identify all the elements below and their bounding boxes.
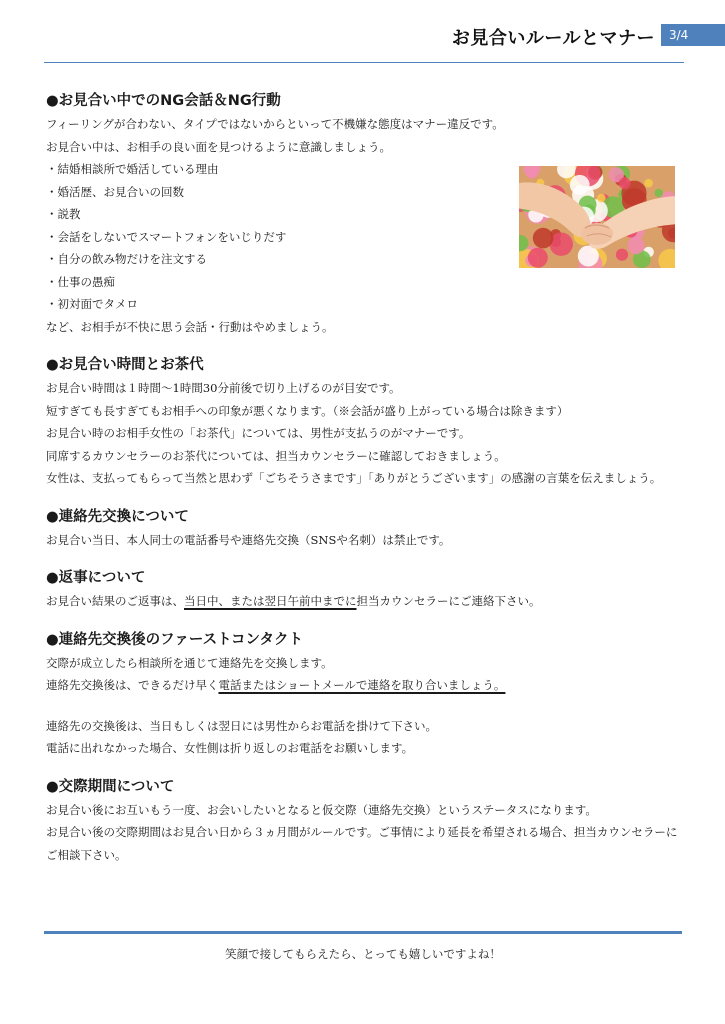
- list-item: ・初対面でタメロ: [46, 297, 138, 311]
- list-item: ・結婚相談所で婚活している理由: [46, 162, 219, 176]
- text-segment: お見合い結果のご返事は、: [46, 594, 184, 608]
- section-reply: [46, 567, 686, 613]
- section-heading: ●連絡先交換について: [46, 508, 189, 525]
- header-divider: [44, 62, 684, 63]
- flower-blob: [533, 228, 554, 249]
- body-line: [46, 590, 686, 613]
- section-heading: ●お見合い時間とお茶代: [46, 357, 204, 373]
- spacer: [46, 697, 686, 715]
- body-line: 同席するカウンセラーのお茶代については、担当カウンセラーに確認しておきましょう。: [46, 448, 506, 463]
- body-line: 交際が成立したら相談所を通じて連絡先を交換します。: [46, 655, 333, 670]
- section-heading: ●お見合い中でのNG会話＆NG行動: [46, 93, 281, 109]
- underlined-text: 電話またはショートメールで連絡を取り合いましょう。: [218, 678, 506, 692]
- body-line: 連絡先の交換後は、当日もしくは翌日には男性からお電話を掛けて下さい。: [46, 718, 437, 733]
- section-contact-exchange: [46, 506, 686, 552]
- body-line: お見合い当日、本人同士の電話番号や連絡先交換（SNSや名刺）は禁止です。: [46, 532, 451, 547]
- holding-hands-flowers-icon: [519, 166, 675, 268]
- body-line: 短すぎても長すぎてもお相手への印象が悪くなります。（※会話が盛り上がっている場合は除きます）: [46, 403, 569, 418]
- page-header: [44, 20, 725, 64]
- footer-message: 笑顔で接してもらえたら、とっても嬉しいですよね！: [225, 947, 501, 961]
- page-title: お見合いルールとマナー: [451, 28, 655, 49]
- flower-blob: [619, 177, 631, 189]
- list-item: ・説教: [46, 207, 81, 221]
- flower-blob: [644, 179, 653, 188]
- flower-blob: [597, 194, 605, 202]
- text-segment: 連絡先交換後は、できるだけ早く: [46, 678, 219, 692]
- holding-hands-photo: [519, 166, 675, 268]
- flower-blob: [570, 175, 590, 195]
- list-item: ・婚活歴、お見合いの回数: [46, 184, 184, 199]
- flower-blob: [628, 237, 645, 254]
- flower-blob: [528, 248, 548, 268]
- body-line: お見合い中は、お相手の良い面を見つけるように意識しましょう。: [46, 139, 391, 154]
- flower-blob: [616, 249, 628, 261]
- section-time-and-tea: [46, 354, 686, 490]
- section-dating-period: [46, 776, 686, 867]
- list-item: ・自分の飲み物だけを注文する: [46, 252, 207, 266]
- flower-blob: [655, 189, 663, 197]
- body-line: 女性は、支払ってもらって当然と思わず「ごちそうさまです」「ありがとうございます」の感謝の言葉を伝えましょう。: [46, 471, 662, 485]
- section-heading: ●連絡先交換後のファーストコンタクト: [46, 631, 303, 648]
- list-item: ・仕事の愚痴: [46, 274, 115, 289]
- body-line: お見合い時間は１時間～1時間30分前後で切り上げるのが目安です。: [46, 381, 401, 395]
- underlined-text: 当日中、または翌日午前中までに: [184, 594, 357, 608]
- footer-divider: [44, 931, 682, 934]
- page-number-badge: 3/4: [661, 24, 725, 46]
- section-first-contact: [46, 629, 686, 760]
- body-line: お見合い後にお互いもう一度、お会いしたいとなると仮交際（連絡先交換）というステータスになります。: [46, 802, 597, 817]
- body-line: 電話に出れなかった場合、女性側は折り返しのお電話をお願いします。: [46, 741, 414, 755]
- section-heading: ●交際期間について: [46, 778, 175, 795]
- body-line: お見合い時のお相手女性の「お茶代」については、男性が支払うのがマナーです。: [46, 426, 471, 440]
- text-segment: 担当カウンセラーにご連絡下さい。: [356, 594, 541, 608]
- body-line: など、お相手が不快に思う会話・行動はやめましょう。: [46, 319, 334, 334]
- body-line: [46, 674, 686, 697]
- body-line: お見合い後の交際期間はお見合い日から３ヵ月間がルールです。ご事情により延長を希望される場合、担当カウンセラーにご相談下さい。: [46, 825, 678, 862]
- list-item: ・会話をしないでスマートフォンをいじりだす: [46, 229, 287, 244]
- section-heading: ●返事について: [46, 570, 146, 586]
- body-line: フィーリングが合わない、タイプではないからといって不機嫌な態度はマナー違反です。: [46, 117, 504, 131]
- flower-blob: [526, 167, 537, 178]
